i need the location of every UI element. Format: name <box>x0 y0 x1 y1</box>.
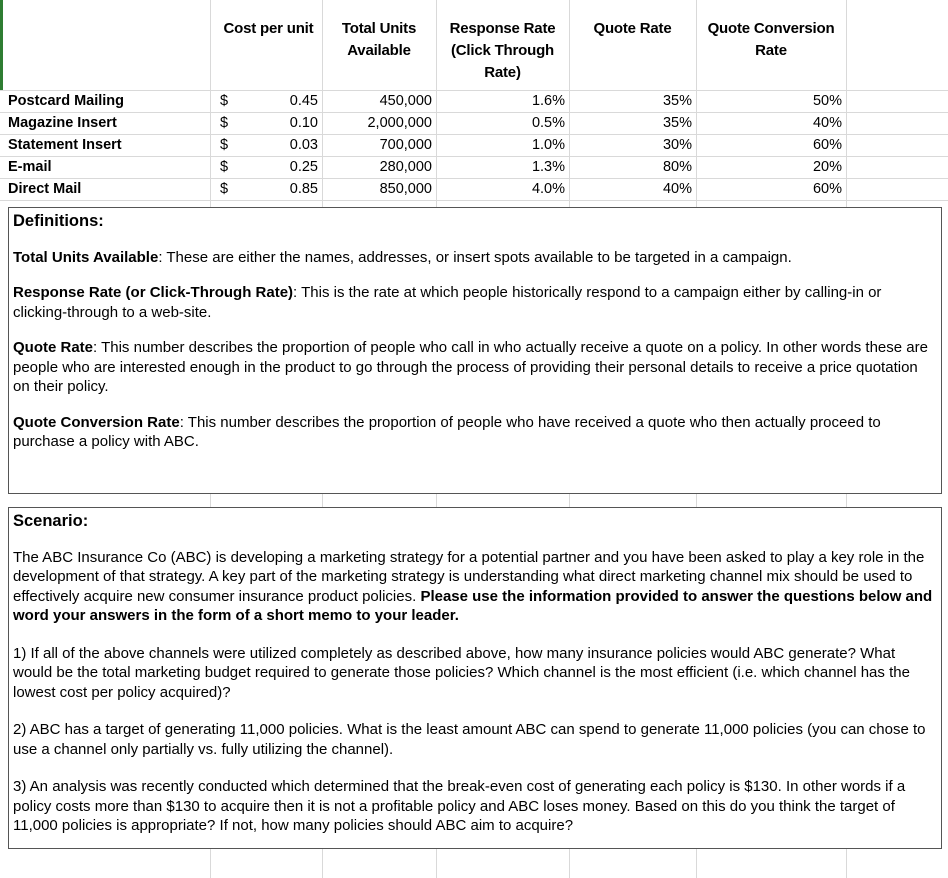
quote-cell[interactable]: 40% <box>662 181 692 197</box>
question-3: 3) An analysis was recently conducted which determined that the break-even cost of generating each policy is $130. In other words if a policy costs more than $130 to acquire then it is not a profitable policy and ABC loses money. Based on this do you think the target of 11,000 policies is appropriate? If not, how many policies should ABC aim to acquire? <box>13 778 906 834</box>
quote-cell[interactable]: 35% <box>662 93 692 109</box>
definition-units: Total Units Available: These are either the names, addresses, or insert spots available to be targeted in a campaign. <box>13 248 792 266</box>
scenario-intro: The ABC Insurance Co (ABC) is developing a marketing strategy for a potential partner and you have been asked to play a key role in the development of that strategy. A key part of the marketing strategy is understanding what direct marketing channel mix should be used to effectively acquire new consumer insurance product policies. Please use the information provided to answer the questions below and word your answers in the form of a short memo to your leader. <box>13 548 933 624</box>
definitions-title: Definitions: <box>13 212 104 230</box>
header-cost[interactable]: Cost per unit <box>223 20 314 37</box>
conversion-cell[interactable]: 60% <box>812 137 842 153</box>
conversion-cell[interactable]: 40% <box>812 115 842 131</box>
units-cell[interactable]: 280,000 <box>379 159 432 175</box>
response-cell[interactable]: 4.0% <box>531 181 565 197</box>
conversion-cell[interactable]: 50% <box>812 93 842 109</box>
quote-cell[interactable]: 35% <box>662 115 692 131</box>
scenario-panel[interactable] <box>8 507 942 849</box>
units-cell[interactable]: 850,000 <box>379 181 432 197</box>
response-cell[interactable]: 1.6% <box>531 93 565 109</box>
response-cell[interactable]: 1.3% <box>531 159 565 175</box>
cost-cell[interactable]: 0.10 <box>289 115 318 131</box>
definition-response-rate: Response Rate (or Click-Through Rate): This is the rate at which people historically respond to a campaign either by calling-in or clicking-through to a web-site. <box>13 284 882 321</box>
selection-marker <box>0 0 3 90</box>
cost-cell[interactable]: 0.85 <box>289 181 318 197</box>
currency-symbol[interactable]: $ <box>220 93 229 109</box>
cost-cell[interactable]: 0.03 <box>289 137 318 153</box>
scenario-title: Scenario: <box>13 512 89 530</box>
channel-name[interactable]: Statement Insert <box>8 137 122 153</box>
conversion-cell[interactable]: 20% <box>812 159 842 175</box>
header-units[interactable]: Total Units Available <box>341 20 417 59</box>
units-cell[interactable]: 2,000,000 <box>367 115 432 131</box>
definition-quote-rate: Quote Rate: This number describes the proportion of people who call in who actually receive a quote on a policy. In other words these are people who are interested enough in the product to go through the process of providing their personal details to receive a price quotation on their policy. <box>13 339 928 395</box>
channel-name[interactable]: Magazine Insert <box>8 115 117 131</box>
definitions-panel[interactable] <box>8 207 942 494</box>
header-response[interactable]: Response Rate (Click Through Rate) <box>449 20 556 81</box>
channel-name[interactable]: Postcard Mailing <box>8 93 125 109</box>
question-1: 1) If all of the above channels were utilized completely as described above, how many insurance policies would ABC generate? What would be the total marketing budget required to generate those policies? Which channel is the most efficient (i.e. which channel has the lowest cost per policy acquired)? <box>13 644 910 701</box>
units-cell[interactable]: 450,000 <box>379 93 432 109</box>
channel-name[interactable]: Direct Mail <box>8 181 82 197</box>
cost-cell[interactable]: 0.45 <box>289 93 318 109</box>
conversion-cell[interactable]: 60% <box>812 181 842 197</box>
currency-symbol[interactable]: $ <box>220 181 229 197</box>
currency-symbol[interactable]: $ <box>220 115 229 131</box>
header-conversion[interactable]: Quote Conversion Rate <box>707 20 835 59</box>
currency-symbol[interactable]: $ <box>220 159 229 175</box>
header-quote[interactable]: Quote Rate <box>593 20 672 37</box>
response-cell[interactable]: 1.0% <box>531 137 565 153</box>
response-cell[interactable]: 0.5% <box>531 115 565 131</box>
currency-symbol[interactable]: $ <box>220 137 229 153</box>
units-cell[interactable]: 700,000 <box>379 137 432 153</box>
cost-cell[interactable]: 0.25 <box>289 159 318 175</box>
channel-name[interactable]: E-mail <box>8 159 52 175</box>
quote-cell[interactable]: 80% <box>662 159 692 175</box>
question-2: 2) ABC has a target of generating 11,000 policies. What is the least amount ABC can spend to generate 11,000 policies (you can chose to use a channel only partially vs. fully utilizing the channel). <box>13 721 926 758</box>
definition-conversion-rate: Quote Conversion Rate: This number describes the proportion of people who have received a quote who then actually proceed to purchase a policy with ABC. <box>13 413 881 450</box>
quote-cell[interactable]: 30% <box>662 137 692 153</box>
